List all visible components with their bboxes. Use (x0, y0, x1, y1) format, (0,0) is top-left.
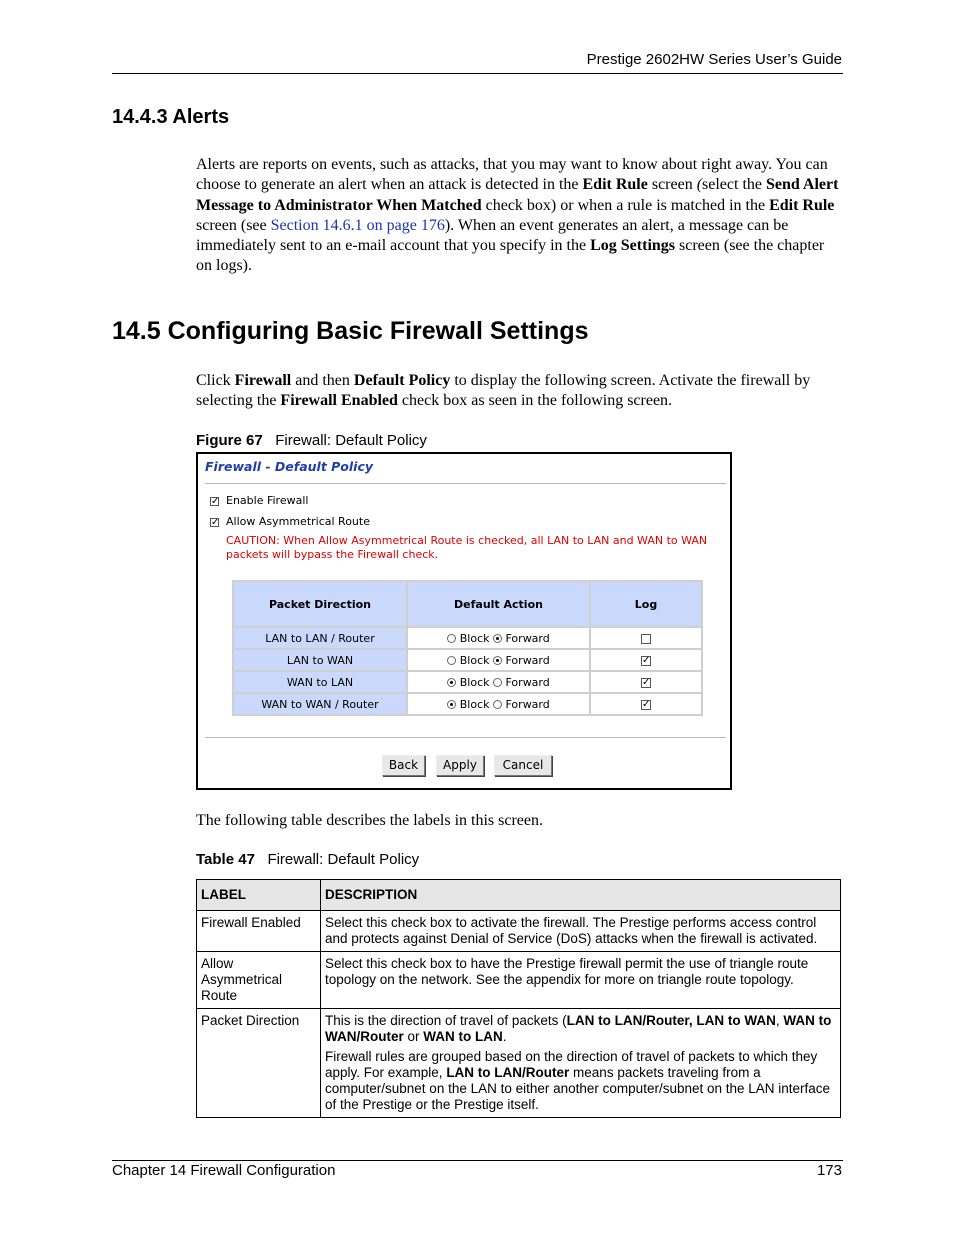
row-log (591, 694, 701, 714)
block-radio[interactable] (447, 634, 456, 643)
row-action (408, 628, 589, 648)
apply-button[interactable]: Apply (436, 755, 484, 776)
block-radio[interactable] (447, 678, 456, 687)
col-packet-direction: Packet Direction (234, 582, 406, 626)
enable-firewall-checkbox[interactable]: ✓ (211, 496, 220, 507)
label-column-header: LABEL (197, 880, 321, 911)
forward-radio[interactable] (493, 656, 502, 665)
table-row (234, 694, 701, 714)
table-row (197, 952, 841, 1009)
row-log (591, 628, 701, 648)
caution-text: CAUTION: When Allow Asymmetrical Route is checked, all LAN to LAN and WAN to WAN packets will bypass the Firewall check. (226, 534, 708, 561)
row-direction: LAN to LAN / Router (234, 628, 406, 648)
row-log (591, 672, 701, 692)
description-table (196, 879, 841, 1118)
footer-chapter: Chapter 14 Firewall Configuration (112, 1162, 336, 1179)
table-row (234, 628, 701, 648)
row-description: Select this check box to activate the firewall. The Prestige performs access control and protects against Denial of Service (DoS) attacks when the firewall is activated. (321, 911, 841, 952)
section-heading-firewall: 14.5 Configuring Basic Firewall Settings (112, 317, 589, 345)
header-rule (112, 73, 843, 74)
screen-divider (205, 483, 726, 484)
forward-radio[interactable] (493, 678, 502, 687)
col-log: Log (591, 582, 701, 626)
table-row (197, 911, 841, 952)
row-action (408, 694, 589, 714)
forward-label: Forward (505, 675, 550, 689)
firewall-paragraph: Click Firewall and then Default Policy to display the following screen. Activate the firewall by selecting the Firewall Enabled check box as seen in the following screen. (196, 372, 811, 410)
block-label: Block (459, 631, 490, 645)
table-intro-text: The following table describes the labels in this screen. (196, 812, 544, 829)
screen-title: Firewall - Default Policy (205, 459, 374, 474)
table-row (234, 672, 701, 692)
allow-asymmetrical-route-label: Allow Asymmetrical Route (226, 515, 370, 528)
policy-table (232, 580, 703, 716)
description-column-header: DESCRIPTION (321, 880, 841, 911)
row-description: This is the direction of travel of packets (LAN to LAN/Router, LAN to WAN, WAN to WAN/Router or WAN to LAN. Firewall rules are grouped based on the direction of travel of packets to which they apply. For example, LAN to LAN/Router means packets traveling from a computer/subnet on the LAN to either another computer/subnet on the LAN interface of the Prestige or the Prestige itself. (321, 1009, 841, 1118)
row-label: Firewall Enabled (197, 911, 321, 952)
footer-page-number: 173 (816, 1162, 842, 1179)
log-checkbox[interactable] (641, 634, 651, 644)
block-label: Block (459, 675, 490, 689)
row-direction: WAN to WAN / Router (234, 694, 406, 714)
back-button[interactable]: Back (382, 755, 425, 776)
block-label: Block (459, 697, 490, 711)
forward-label: Forward (505, 653, 550, 667)
button-divider (205, 737, 726, 738)
section-link[interactable]: Section 14.6.1 on page 176 (270, 216, 445, 234)
row-label: Allow Asymmetrical Route (197, 952, 321, 1009)
firewall-default-policy-screen (196, 452, 732, 790)
footer-rule (112, 1160, 843, 1161)
enable-firewall-label: Enable Firewall (226, 494, 309, 507)
forward-radio[interactable] (493, 634, 502, 643)
block-radio[interactable] (447, 700, 456, 709)
log-checkbox[interactable]: ✓ (642, 676, 651, 688)
block-radio[interactable] (447, 656, 456, 665)
row-direction: LAN to WAN (234, 650, 406, 670)
row-action (408, 650, 589, 670)
table-row (197, 1009, 841, 1118)
table-caption: Table 47 Firewall: Default Policy (196, 851, 420, 868)
forward-label: Forward (505, 697, 550, 711)
allow-asymmetrical-route-checkbox[interactable]: ✓ (211, 517, 220, 528)
table-row (234, 650, 701, 670)
figure-caption: Figure 67 Firewall: Default Policy (196, 432, 427, 449)
row-log (591, 650, 701, 670)
col-default-action: Default Action (408, 582, 589, 626)
running-header: Prestige 2602HW Series User’s Guide (586, 51, 842, 68)
row-description: Select this check box to have the Prestige firewall permit the use of triangle route topology on the network. See the appendix for more on triangle route topology. (321, 952, 841, 1009)
alerts-paragraph: Alerts are reports on events, such as attacks, that you may want to know about right away. You can choose to generate an alert when an attack is detected in the Edit Rule screen (select the Send Alert Message to Administrator When Matched check box) or when a rule is matched in the Edit Rule screen (see Section 14.6.1 on page 176). When an event generates an alert, a message can be immediately sent to an e-mail account that you specify in the Log Settings screen (see the chapter on logs). (196, 156, 839, 275)
cancel-button[interactable]: Cancel (494, 755, 552, 776)
section-heading-alerts: 14.4.3 Alerts (112, 106, 230, 128)
forward-radio[interactable] (493, 700, 502, 709)
log-checkbox[interactable]: ✓ (642, 698, 651, 710)
block-label: Block (459, 653, 490, 667)
row-direction: WAN to LAN (234, 672, 406, 692)
row-label: Packet Direction (197, 1009, 321, 1118)
log-checkbox[interactable]: ✓ (642, 654, 651, 666)
row-action (408, 672, 589, 692)
forward-label: Forward (505, 631, 550, 645)
